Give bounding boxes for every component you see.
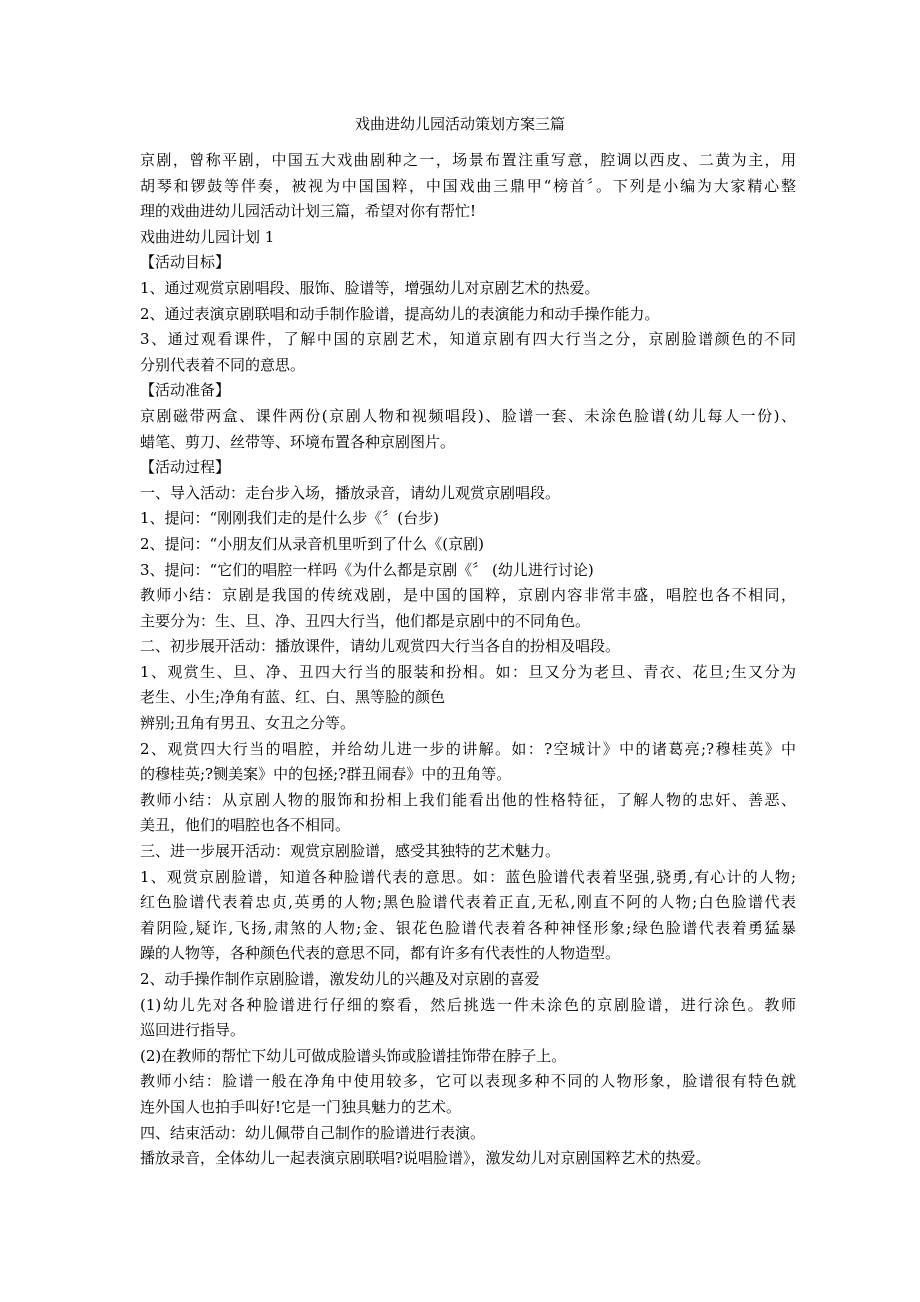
text-line: 胡琴和锣鼓等伴奏，被视为中国国粹，中国戏曲三鼎甲“榜首〞。下列是小编为大家精心整 [140,176,796,195]
text-line: 着阴险,疑诈,飞扬,肃煞的人物;金、银花色脸谱代表着各种神怪形象;绿色脸谱代表着勇猛暴 [140,918,796,937]
text-line: (1)幼儿先对各种脸谱进行仔细的察看，然后挑选一件未涂色的京剧脸谱，进行涂色。教师 [140,995,796,1014]
document-title: 戏曲进幼儿园活动策划方案三篇 [354,115,565,133]
text-line: 红色脸谱代表着忠贞,英勇的人物;黑色脸谱代表着正直,无私,刚直不阿的人物;白色脸谱代表 [140,893,796,912]
text-line: 3、提问：“它们的唱腔一样吗《为什么都是京剧《〞 (幼儿进行讨论) [140,560,594,579]
text-line: 巡回进行指导。 [140,1021,246,1040]
text-line: 京剧，曾称平剧，中国五大戏曲剧种之一，场景布置注重写意，腔调以西皮、二黄为主，用 [140,151,796,169]
text-line: 【活动准备】 [140,381,231,400]
text-line: 1、观赏京剧脸谱，知道各种脸谱代表的意思。如：蓝色脸谱代表着坚强,骁勇,有心计的人物; [140,867,796,886]
text-line: 京剧磁带两盒、课件两份(京剧人物和视频唱段)、脸谱一套、未涂色脸谱(幼儿每人一份)、 [140,406,796,425]
text-line: 【活动目标】 [140,253,231,272]
text-line: 主要分为：生、旦、净、丑四大行当，他们都是京剧中的不同角色。 [140,611,591,630]
text-line: 【活动过程】 [140,458,231,477]
text-line: 美丑，他们的唱腔也各不相同。 [140,816,351,835]
text-line: 连外国人也拍手叫好!它是一门独具魅力的艺术。 [140,1097,462,1116]
text-line: 2、观赏四大行当的唱腔，并给幼儿进一步的讲解。如：?空城计》中的诸葛亮;?穆桂英》中 [140,739,796,758]
text-line: 理的戏曲进幼儿园活动计划三篇，希望对你有帮忙! [140,202,477,221]
text-line: 教师小结：脸谱一般在净角中使用较多，它可以表现多种不同的人物形象，脸谱很有特色就 [140,1072,796,1091]
text-line: 三、进一步展开活动：观赏京剧脸谱，感受其独特的艺术魅力。 [140,842,561,861]
text-line: 3、通过观看课件，了解中国的京剧艺术，知道京剧有四大行当之分，京剧脸谱颜色的不同 [140,330,796,349]
text-line: 2、通过表演京剧联唱和动手制作脸谱，提高幼儿的表演能力和动手操作能力。 [140,304,660,323]
text-line: 四、结束活动：幼儿佩带自己制作的脸谱进行表演。 [140,1123,486,1142]
text-line: 辨别;丑角有男丑、女丑之分等。 [140,714,356,733]
document-body [140,148,796,1172]
text-line: 1、通过观赏京剧唱段、服饰、脸谱等，增强幼儿对京剧艺术的热爱。 [140,278,600,297]
text-line: 分别代表着不同的意思。 [140,355,306,374]
text-line: 一、导入活动：走台步入场，播放录音，请幼儿观赏京剧唱段。 [140,483,561,502]
text-line: 蜡笔、剪刀、丝带等、环境布置各种京剧图片。 [140,432,456,451]
text-line: 老生、小生;净角有蓝、红、白、黑等脸的颜色 [140,688,446,707]
text-line: 播放录音，全体幼儿一起表演京剧联唱?说唱脸谱》，激发幼儿对京剧国粹艺术的热爱。 [140,1149,711,1168]
text-line: 教师小结：从京剧人物的服饰和扮相上我们能看出他的性格特征，了解人物的忠奸、善恶、 [140,790,796,809]
text-line: 戏曲进幼儿园计划 1 [140,227,275,246]
text-line: 1、提问：“刚刚我们走的是什么步《〞(台步) [140,509,439,528]
text-line: 2、提问：“小朋友们从录音机里听到了什么《(京剧) [140,534,484,553]
text-line: 二、初步展开活动：播放课件，请幼儿观赏四大行当各自的扮相及唱段。 [140,637,621,656]
text-line: 的穆桂英;?铡美案》中的包拯;?群丑闹春》中的丑角等。 [140,765,512,784]
text-line: (2)在教师的帮忙下幼儿可做成脸谱头饰或脸谱挂饰带在脖子上。 [140,1046,567,1065]
text-line: 1、观赏生、旦、净、丑四大行当的服装和扮相。如：旦又分为老旦、青衣、花旦;生又分为 [140,662,796,681]
text-line: 2、动手操作制作京剧脸谱，激发幼儿的兴趣及对京剧的喜爱 [140,970,540,988]
text-line: 教师小结：京剧是我国的传统戏剧，是中国的国粹，京剧内容非常丰盛，唱腔也各不相同， [140,586,796,605]
text-line: 躁的人物等，各种颜色代表的意思不同，都有许多有代表性的人物造型。 [140,944,621,963]
